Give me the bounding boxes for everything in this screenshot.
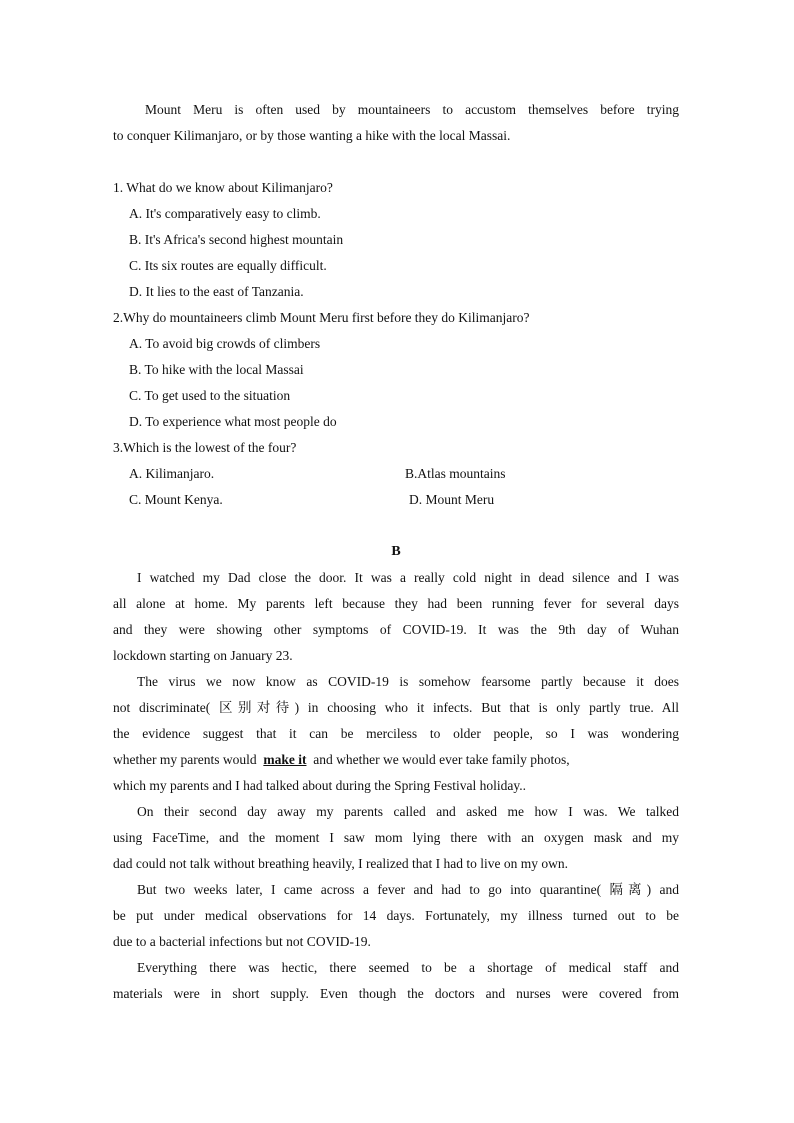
- question-1-option-c: C. Its six routes are equally difficult.: [129, 258, 327, 273]
- passage-b-line: which my parents and I had talked about during the Spring Festival holiday..: [113, 778, 527, 793]
- passage-b-line: the evidence suggest that it can be merciless to older people, so I was wondering: [113, 726, 679, 741]
- question-1-option-a: A. It's comparatively easy to climb.: [129, 206, 321, 221]
- passage-b-line: But two weeks later, I came across a fever and had to go into quarantine( 隔离) and: [137, 882, 679, 897]
- question-2-option-d: D. To experience what most people do: [129, 414, 337, 429]
- passage-b-line: be put under medical observations for 14 days. Fortunately, my illness turned out to be: [113, 908, 679, 923]
- passage-b-line: materials were in short supply. Even though the doctors and nurses were covered from: [113, 986, 679, 1001]
- passage-a-line-1: Mount Meru is often used by mountaineers to accustom themselves before trying: [145, 102, 679, 117]
- passage-b-line: dad could not talk without breathing heavily, I realized that I had to live on my own.: [113, 856, 569, 871]
- passage-b-line-with-emphasis: [113, 747, 679, 773]
- question-2-option-c: C. To get used to the situation: [129, 388, 291, 403]
- question-3-option-d: D. Mount Meru: [409, 492, 495, 507]
- passage-b-line: I watched my Dad close the door. It was a really cold night in dead silence and I was: [137, 570, 679, 585]
- passage-b-line: due to a bacterial infections but not COVID-19.: [113, 934, 371, 949]
- passage-b-line: using FaceTime, and the moment I saw mom lying there with an oxygen mask and my: [113, 830, 679, 845]
- passage-b-line: and they were showing other symptoms of COVID-19. It was the 9th day of Wuhan: [113, 622, 679, 637]
- passage-b-text-segment: and whether we would ever take family photos,: [313, 752, 570, 767]
- question-1-option-b: B. It's Africa's second highest mountain: [129, 232, 344, 247]
- passage-b-line: The virus we now know as COVID-19 is somehow fearsome partly because it does: [137, 674, 679, 689]
- question-1-stem: 1. What do we know about Kilimanjaro?: [113, 180, 333, 195]
- question-3-option-a: A. Kilimanjaro.: [129, 466, 215, 481]
- question-3-option-c: C. Mount Kenya.: [129, 492, 223, 507]
- passage-b-line: Everything there was hectic, there seemed to be a shortage of medical staff and: [137, 960, 679, 975]
- question-2-option-b: B. To hike with the local Massai: [129, 362, 304, 377]
- passage-b-line: On their second day away my parents called and asked me how I was. We talked: [137, 804, 679, 819]
- passage-a-line-2: to conquer Kilimanjaro, or by those wanting a hike with the local Massai.: [113, 128, 511, 143]
- emphasized-phrase: make it: [263, 752, 307, 767]
- passage-b-line: not discriminate( 区别对待) in choosing who it infects. But that is only partly true. All: [113, 700, 679, 715]
- section-b-heading: B: [391, 544, 401, 559]
- passage-b-line: lockdown starting on January 23.: [113, 648, 293, 663]
- question-3-option-b: B.Atlas mountains: [405, 466, 506, 481]
- question-2-stem: 2.Why do mountaineers climb Mount Meru first before they do Kilimanjaro?: [113, 310, 530, 325]
- question-1-option-d: D. It lies to the east of Tanzania.: [129, 284, 304, 299]
- question-3-stem: 3.Which is the lowest of the four?: [113, 440, 297, 455]
- passage-b-line: all alone at home. My parents left because they had been running fever for several days: [113, 596, 679, 611]
- passage-b-text-segment: whether my parents would: [113, 752, 257, 767]
- question-2-option-a: A. To avoid big crowds of climbers: [129, 336, 321, 351]
